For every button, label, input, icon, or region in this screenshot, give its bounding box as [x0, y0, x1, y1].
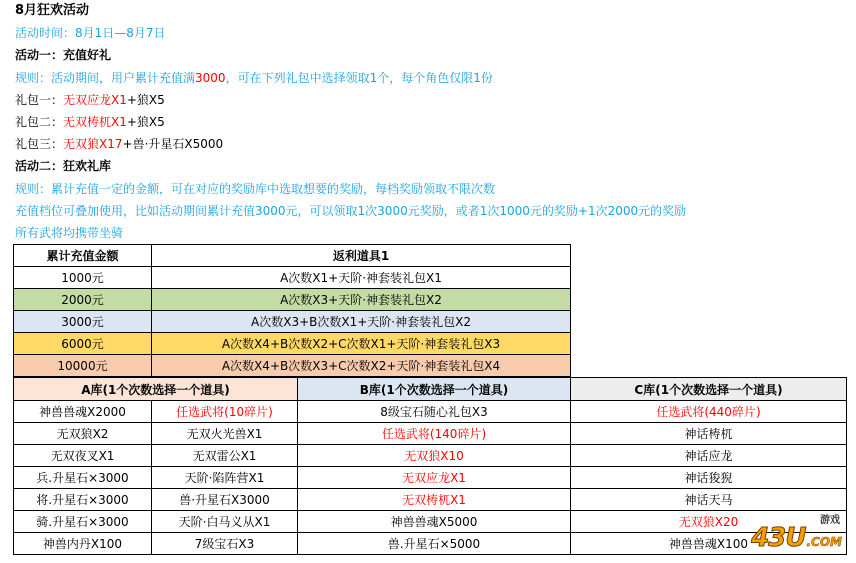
reward-pool-table: [13, 377, 847, 555]
event1-rule-amount: 3000: [195, 70, 226, 85]
pool-a-item: 兽·升星石X3000: [152, 489, 298, 511]
pool-b-item: 神兽兽魂X5000: [298, 511, 571, 533]
pool-a-item: 神兽内丹X100: [14, 533, 152, 555]
pool-a-item: 无双雷公X1: [152, 445, 298, 467]
tier-row: [14, 355, 571, 377]
tier-row: [14, 311, 571, 333]
tier-reward: A次数X1+天阶·神套装礼包X1: [152, 267, 571, 289]
pool-a-item: 兵.升星石×3000: [14, 467, 152, 489]
pool-a-item: 7级宝石X3: [152, 533, 298, 555]
gift-pack-3: [15, 133, 845, 155]
pool-header-c: C库(1个次数选择一个道具): [571, 378, 847, 401]
watermark-suffix: .COM: [806, 535, 842, 549]
tier-reward: A次数X3+天阶·神套装礼包X2: [152, 289, 571, 311]
tier-amount: 6000元: [14, 333, 152, 355]
pool-row: [14, 511, 847, 533]
event2-rule-2: 充值档位可叠加使用，比如活动期间累计充值3000元，可以领取1次3000元奖励，或者1次1000元的奖励+1次2000元的奖励: [15, 203, 687, 218]
tier-header-reward: 返利道具1: [152, 245, 571, 267]
gift-pack-item-red: 无双应龙X1: [63, 92, 127, 107]
pool-b-item: 兽.升星石×5000: [298, 533, 571, 555]
pool-a-item: 骑.升星石×3000: [14, 511, 152, 533]
pool-row: [14, 467, 847, 489]
pool-header-a: A库(1个次数选择一个道具): [14, 378, 298, 401]
pool-row: [14, 423, 847, 445]
tier-row: [14, 267, 571, 289]
pool-c-item: 无双狼X20: [571, 511, 847, 533]
gift-pack-2: [15, 111, 845, 133]
gift-pack-item-rest: +狼X5: [126, 92, 165, 107]
pool-c-item: 神话应龙: [571, 445, 847, 467]
gift-pack-label: 礼包二：: [15, 114, 64, 129]
pool-c-item: 神话狻猊: [571, 467, 847, 489]
pool-c-item: 神兽兽魂X100: [571, 533, 847, 555]
tier-header-amount: 累计充值金额: [14, 245, 152, 267]
pool-header-b: B库(1个次数选择一个道具): [298, 378, 571, 401]
page-title: 8月狂欢活动: [15, 3, 90, 18]
watermark-number: 43U: [751, 523, 806, 553]
pool-row: [14, 445, 847, 467]
event-time: 活动时间：8月1日—8月7日: [15, 26, 166, 41]
tier-amount: 3000元: [14, 311, 152, 333]
pool-a-item: 无双夜叉X1: [14, 445, 152, 467]
pool-a-item: 神兽兽魂X2000: [14, 401, 152, 423]
pool-c-item: 任选武将(440碎片): [571, 401, 847, 423]
gift-pack-label: 礼包一：: [15, 92, 64, 107]
watermark-game-text: 游戏: [820, 515, 840, 526]
gift-pack-item-rest: +狼X5: [126, 114, 165, 129]
pool-a-item: 天阶·陷阵营X1: [152, 467, 298, 489]
event1-rule-suffix: ，可在下列礼包中选择领取1个，每个角色仅限1份: [225, 70, 493, 85]
tier-reward: A次数X4+B次数X2+C次数X1+天阶·神套装礼包X3: [152, 333, 571, 355]
event1-rule-prefix: 规则：活动期间，用户累计充值满: [15, 70, 196, 85]
pool-a-item: 无双狼X2: [14, 423, 152, 445]
pool-b-item: 任选武将(140碎片): [298, 423, 571, 445]
event1-heading: 活动一：充值好礼: [15, 48, 112, 63]
tier-row: [14, 289, 571, 311]
tier-table: [13, 244, 571, 377]
pool-a-item: 无双火光兽X1: [152, 423, 298, 445]
tier-amount: 2000元: [14, 289, 152, 311]
site-watermark-logo: [751, 515, 842, 553]
pool-a-item: 任选武将(10碎片): [152, 401, 298, 423]
pool-b-item: 无双应龙X1: [298, 467, 571, 489]
event2-rule-3: 所有武将均携带坐骑: [15, 225, 124, 240]
event2-rule-1: 规则：累计充值一定的金额，可在对应的奖励库中选取想要的奖励，每档奖励领取不限次数: [15, 181, 496, 196]
gift-pack-item-red: 无双狼X17: [63, 137, 123, 152]
pool-a-item: 将.升星石×3000: [14, 489, 152, 511]
event1-rule: [15, 67, 845, 89]
event2-heading: 活动二：狂欢礼库: [15, 159, 112, 174]
gift-pack-item-rest: +兽·升星石X5000: [122, 137, 224, 152]
pool-table-header: [14, 378, 847, 401]
pool-c-item: 神话梼杌: [571, 423, 847, 445]
gift-pack-label: 礼包三：: [15, 137, 64, 152]
tier-row: [14, 333, 571, 355]
gift-pack-item-red: 无双梼杌X1: [63, 114, 127, 129]
tier-table-header: [14, 245, 571, 267]
pool-a-item: 天阶·白马义从X1: [152, 511, 298, 533]
pool-b-item: 无双梼杌X1: [298, 489, 571, 511]
tier-reward: A次数X4+B次数X3+C次数X2+天阶·神套装礼包X4: [152, 355, 571, 377]
pool-c-item: 神话天马: [571, 489, 847, 511]
tier-amount: 1000元: [14, 267, 152, 289]
pool-row: [14, 489, 847, 511]
tier-amount: 10000元: [14, 355, 152, 377]
pool-row: [14, 533, 847, 555]
pool-b-item: 8级宝石随心礼包X3: [298, 401, 571, 423]
tier-reward: A次数X3+B次数X1+天阶·神套装礼包X2: [152, 311, 571, 333]
pool-b-item: 无双狼X10: [298, 445, 571, 467]
gift-pack-1: [15, 89, 845, 111]
event-page: [15, 0, 845, 244]
pool-row: [14, 401, 847, 423]
